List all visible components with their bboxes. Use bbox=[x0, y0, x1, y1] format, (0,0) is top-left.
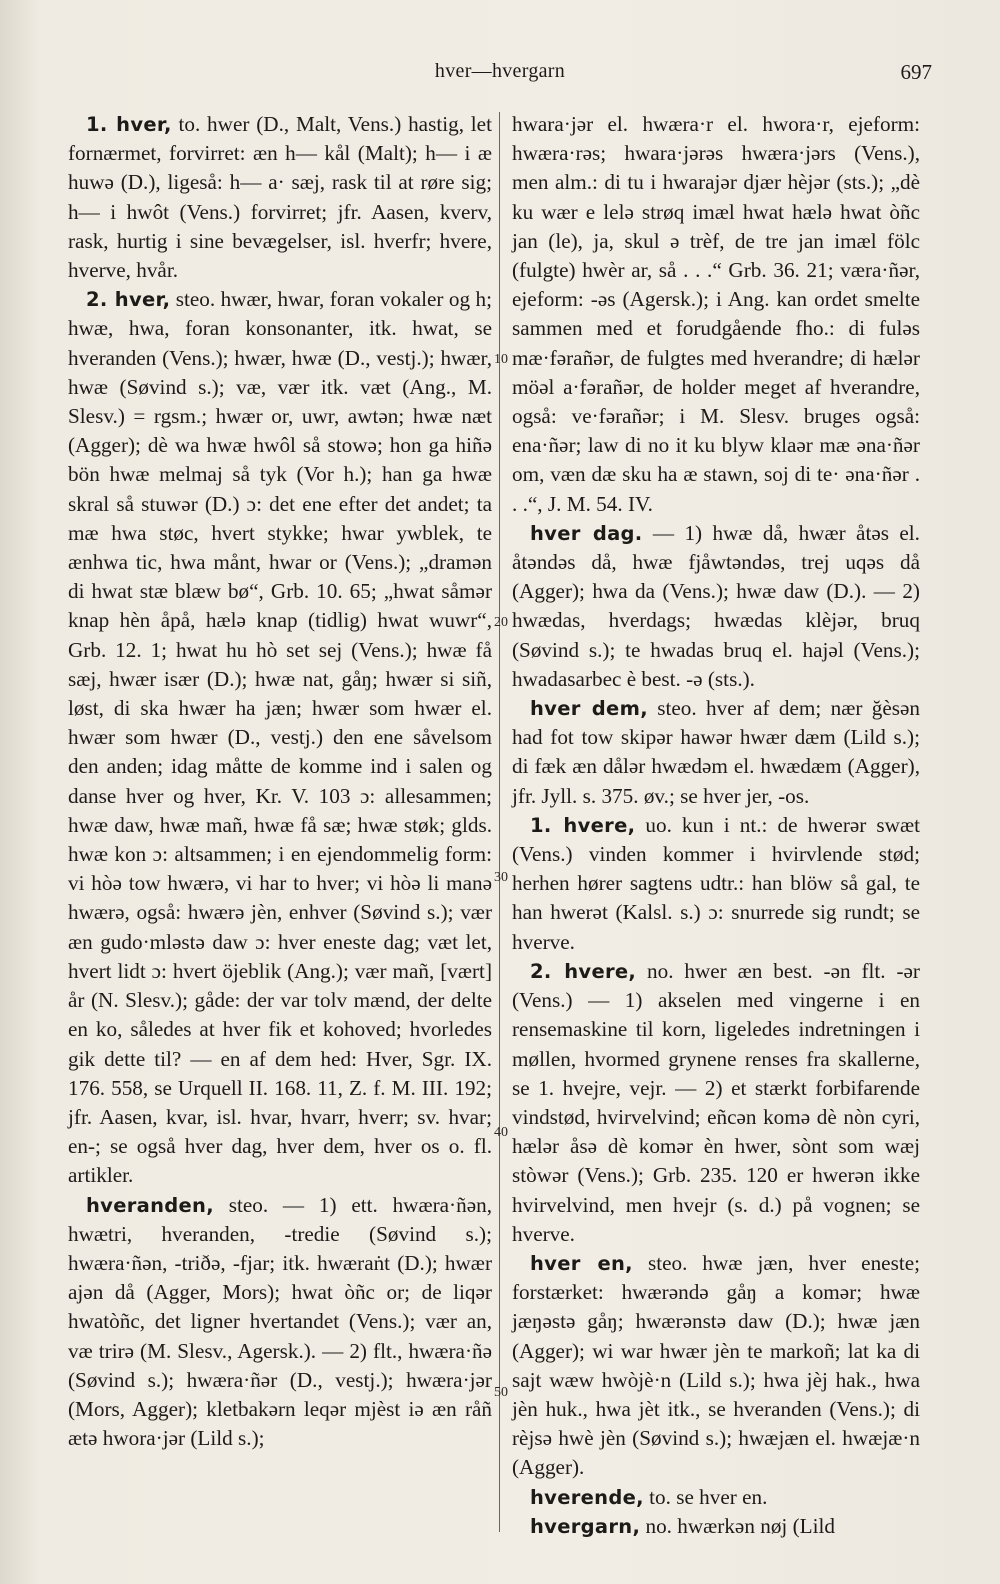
dictionary-entry bbox=[512, 694, 920, 811]
headword: 2. hver, bbox=[86, 288, 171, 312]
dictionary-entry bbox=[512, 957, 920, 1249]
dictionary-entry bbox=[68, 285, 492, 1190]
line-number: 50 bbox=[494, 1385, 508, 1400]
headword: hverende, bbox=[530, 1485, 644, 1509]
line-number: 40 bbox=[494, 1125, 508, 1140]
entry-text: steo. — 1) ett. hwæra·ñən, hwætri, hveranden, -tredie (Søvind s.); hwæra·ñən, -triðə, -fjar; itk. hwæraṅt (D.); hwær ajən då (Agger, Mors); hwat òñc or; de liqər hwatòñc, det ligner hvertandet (Vens.); vær an, væ trirə (M. Slesv., Agersk.). — 2) flt., hwæra·ñə (Søvind s.); hwæra·ñər (D., vestj.); hwæra·jər (Mors, Agger); kletbakərn leqər mjèst iə æn råñ ætə hwora·jər (Lild s.); bbox=[68, 1192, 492, 1451]
dictionary-entry bbox=[68, 110, 492, 285]
dictionary-entry bbox=[512, 519, 920, 694]
headword: 2. hvere, bbox=[530, 959, 637, 983]
headword: hver dag. bbox=[530, 521, 643, 545]
headword: hveranden, bbox=[86, 1193, 214, 1217]
entry-text: steo. hwæ jæn, hver eneste; forstærket: hwærəndə gåŋ a komər; hwæ jæŋəstə gåŋ; hwærənstə daw (D.); hwæ jæn (Agger); wi war hwær jèn te markoñ; lat ka di sajt wæw hwòjè·n (Lild s.); hwa jèj hak., hwa jèn huk., hwa jèt itk., se hveranden (Vens.); di rèjsə hwè jèn (Søvind s.); hwæjæn el. hwæjæ·n (Agger). bbox=[512, 1250, 921, 1480]
entry-text: hwara·jər el. hwæra·r el. hwora·r, ejeform: hwæra·rəs; hwara·jərəs hwæra·jərs (Vens.), men alm.: di tu i hwarajər djær hèjər (sts.); „dè ku wær e lelə strøq imæl hwat hælə hwat òñc jan (le), ja, skul ə trèf, de tre jan imæl fölc (fulgte) hwèr ar, så . . .“ Grb. 36. 21; væra·ñər, ejeform: -əs (Agersk.); i Ang. kan ordet smelte sammen med et forudgående fho.: di fuləs mæ·fərañər, de fulgtes med hverandre; di hælər möəl a·fərañər, de holder meget af hverandre, også: ve·fərañər; i M. Slesv. bruges også: ena·ñər; law di no it ku blyw klaər mæ əna·ñər om, væn dæ sku ha æ stawn, soj di te· əna·ñər . . .“, J. M. 54. IV. bbox=[512, 112, 920, 516]
entry-text: steo. hwær, hwar, foran vokaler og h; hwæ, hwa, foran konsonanter, itk. hwat, se hveranden (Vens.); hwær, hwæ (D., vestj.); hwær, hwæ (Søvind s.); væ, vær itk. væt (Ang., M. Slesv.) = rgsm.; hwær or, uwr, awtən; hwæ næt (Agger); dè wa hwæ hwôl så stowə; hon ga hiñə bön hwæ melmaj så tyk (Vor h.); han ga hwæ skral så stuwər (D.) ɔ: det ene efter det andet; ta mæ hwa støc, hvert stykke; hwar ywblek, te ænhwa tic, hwa månt, hwar or (Vens.); „dramən di hwat stæ blæw bø“, Grb. 10. 65; „hwat såmər knap hèn åpå, hælə knap (tidlig) hwat wuwr“, Grb. 12. 1; hwat hu hò set sej (Vens.); hwæ få sæj, hwær især (D.); hwæ nat, gåŋ; hwær si siñ, løst, di ska hwær ha jæn; hwær som hwær el. hwær som hwær (D., vestj.) den ene såvelsom den anden; idag måtte de komme ind i salen og danse hver og hver, Kr. V. 103 ɔ: allesammen; hwæ daw, hwæ mañ, hwæ få sæ; hwæ støk; glds. hwæ kon ɔ: altsammen; i en ejendommelig form: vi hòə tow hwærə, vi har to hver; vi hòə li manə hwærə, også: hwærə jèn, enhver (Søvind s.); vær æn gudo·mləstə daw ɔ: hver eneste dag; væt let, hvert lidt ɔ: hvert öjeblik (Ang.); vær mañ, [vært] år (N. Slesv.); gåde: der var tolv mænd, der delte en ko, således at hver fik et kohoved; hvorledes gik dette til? — en af dem hed: Hver, Sgr. IX. 176. 558, se Urquell II. 168. 11, Z. f. M. III. 192; jfr. Aasen, kvar, isl. hvar, hvarr, hverr; sv. hvar; en-; se også hver dag, hver dem, hver os o. fl. artikler. bbox=[68, 287, 492, 1188]
entry-text: steo. hver af dem; nær ğèsən had fot tow skipər hawər hwær dæm (Lild s.); di fæk æn dålər hwædəm el. hwædæm (Agger), jfr. Jyll. s. 375. øv.; se hver jer, -os. bbox=[512, 696, 920, 808]
line-number: 10 bbox=[494, 352, 508, 367]
dictionary-entry bbox=[68, 1191, 492, 1454]
dictionary-entry bbox=[512, 1249, 920, 1483]
dictionary-entry bbox=[512, 1483, 920, 1512]
page-header bbox=[60, 56, 940, 96]
left-column bbox=[68, 110, 492, 1453]
right-column bbox=[512, 110, 920, 1541]
headword: 1. hver, bbox=[86, 113, 172, 136]
entry-text: — 1) hwæ då, hwær åtəs el. åtəndəs då, hwæ fjåwtəndəs, trej uqəs då (Agger); hwa da (Vens.); hwæ daw (D.). — 2) hwædas, hverdags; hwædas klèjər, bruq (Søvind s.); te hwadas bruq el. hajəl (Vens.); hwadasarbec è best. -ə (sts.). bbox=[512, 520, 920, 691]
page-number: 697 bbox=[900, 60, 932, 84]
entry-text: to. hwer (D., Malt, Vens.) hastig, let fornærmet, forvirret: æn h— kål (Malt); h— i æ huwə (D.), ligeså: h— a· sæj, rask til at røre sig; h— i hwôt (Vens.) forvirret; jfr. Aasen, kverv, rask, hurtig i sine bevægelser, isl. hverfr; hvere, hverve, hvår. bbox=[68, 112, 492, 283]
entry-text: no. hwærkən nøj (Lild bbox=[640, 1513, 835, 1538]
headword: 1. hvere, bbox=[530, 813, 636, 837]
entry-text: uo. kun i nt.: de hwerər swæt (Vens.) vinden kommer i hvirvlende stød; herhen hører sagtens udtr.: han blöw så gal, te han hwerət (Kalsl. s.) ɔ: snurrede sig rundt; se hverve. bbox=[512, 812, 920, 954]
line-number: 30 bbox=[494, 870, 508, 885]
entry-text: to. se hver en. bbox=[643, 1484, 768, 1509]
headword: hver en, bbox=[530, 1251, 633, 1275]
line-number: 20 bbox=[494, 615, 508, 630]
headword: hver dem, bbox=[530, 697, 648, 721]
dictionary-entry bbox=[512, 1512, 920, 1541]
running-head: hver—hvergarn bbox=[434, 60, 566, 82]
headword: hvergarn, bbox=[530, 1514, 641, 1538]
column-divider bbox=[499, 112, 500, 1532]
entry-text: no. hwer æn best. -ən flt. -ər (Vens.) — 1) akselen med vingerne i en rensemaskine til korn, ligeledes indretningen i møllen, hvormed grynene renses fra skallerne, se 1. hvejre, vejr. — 2) et stærkt forbifarende vindstød, hvirvelvind; eñcən komə dè nòn cyri, hælər åsə dè komər èn hwer, sònt som wæj stòwər (Vens.); Grb. 235. 120 er hwerən ikke hvirvelvind, men hvejr (s. d.) på vognen; se hverve. bbox=[512, 958, 920, 1246]
dictionary-entry bbox=[512, 110, 920, 519]
dictionary-entry bbox=[512, 811, 920, 957]
